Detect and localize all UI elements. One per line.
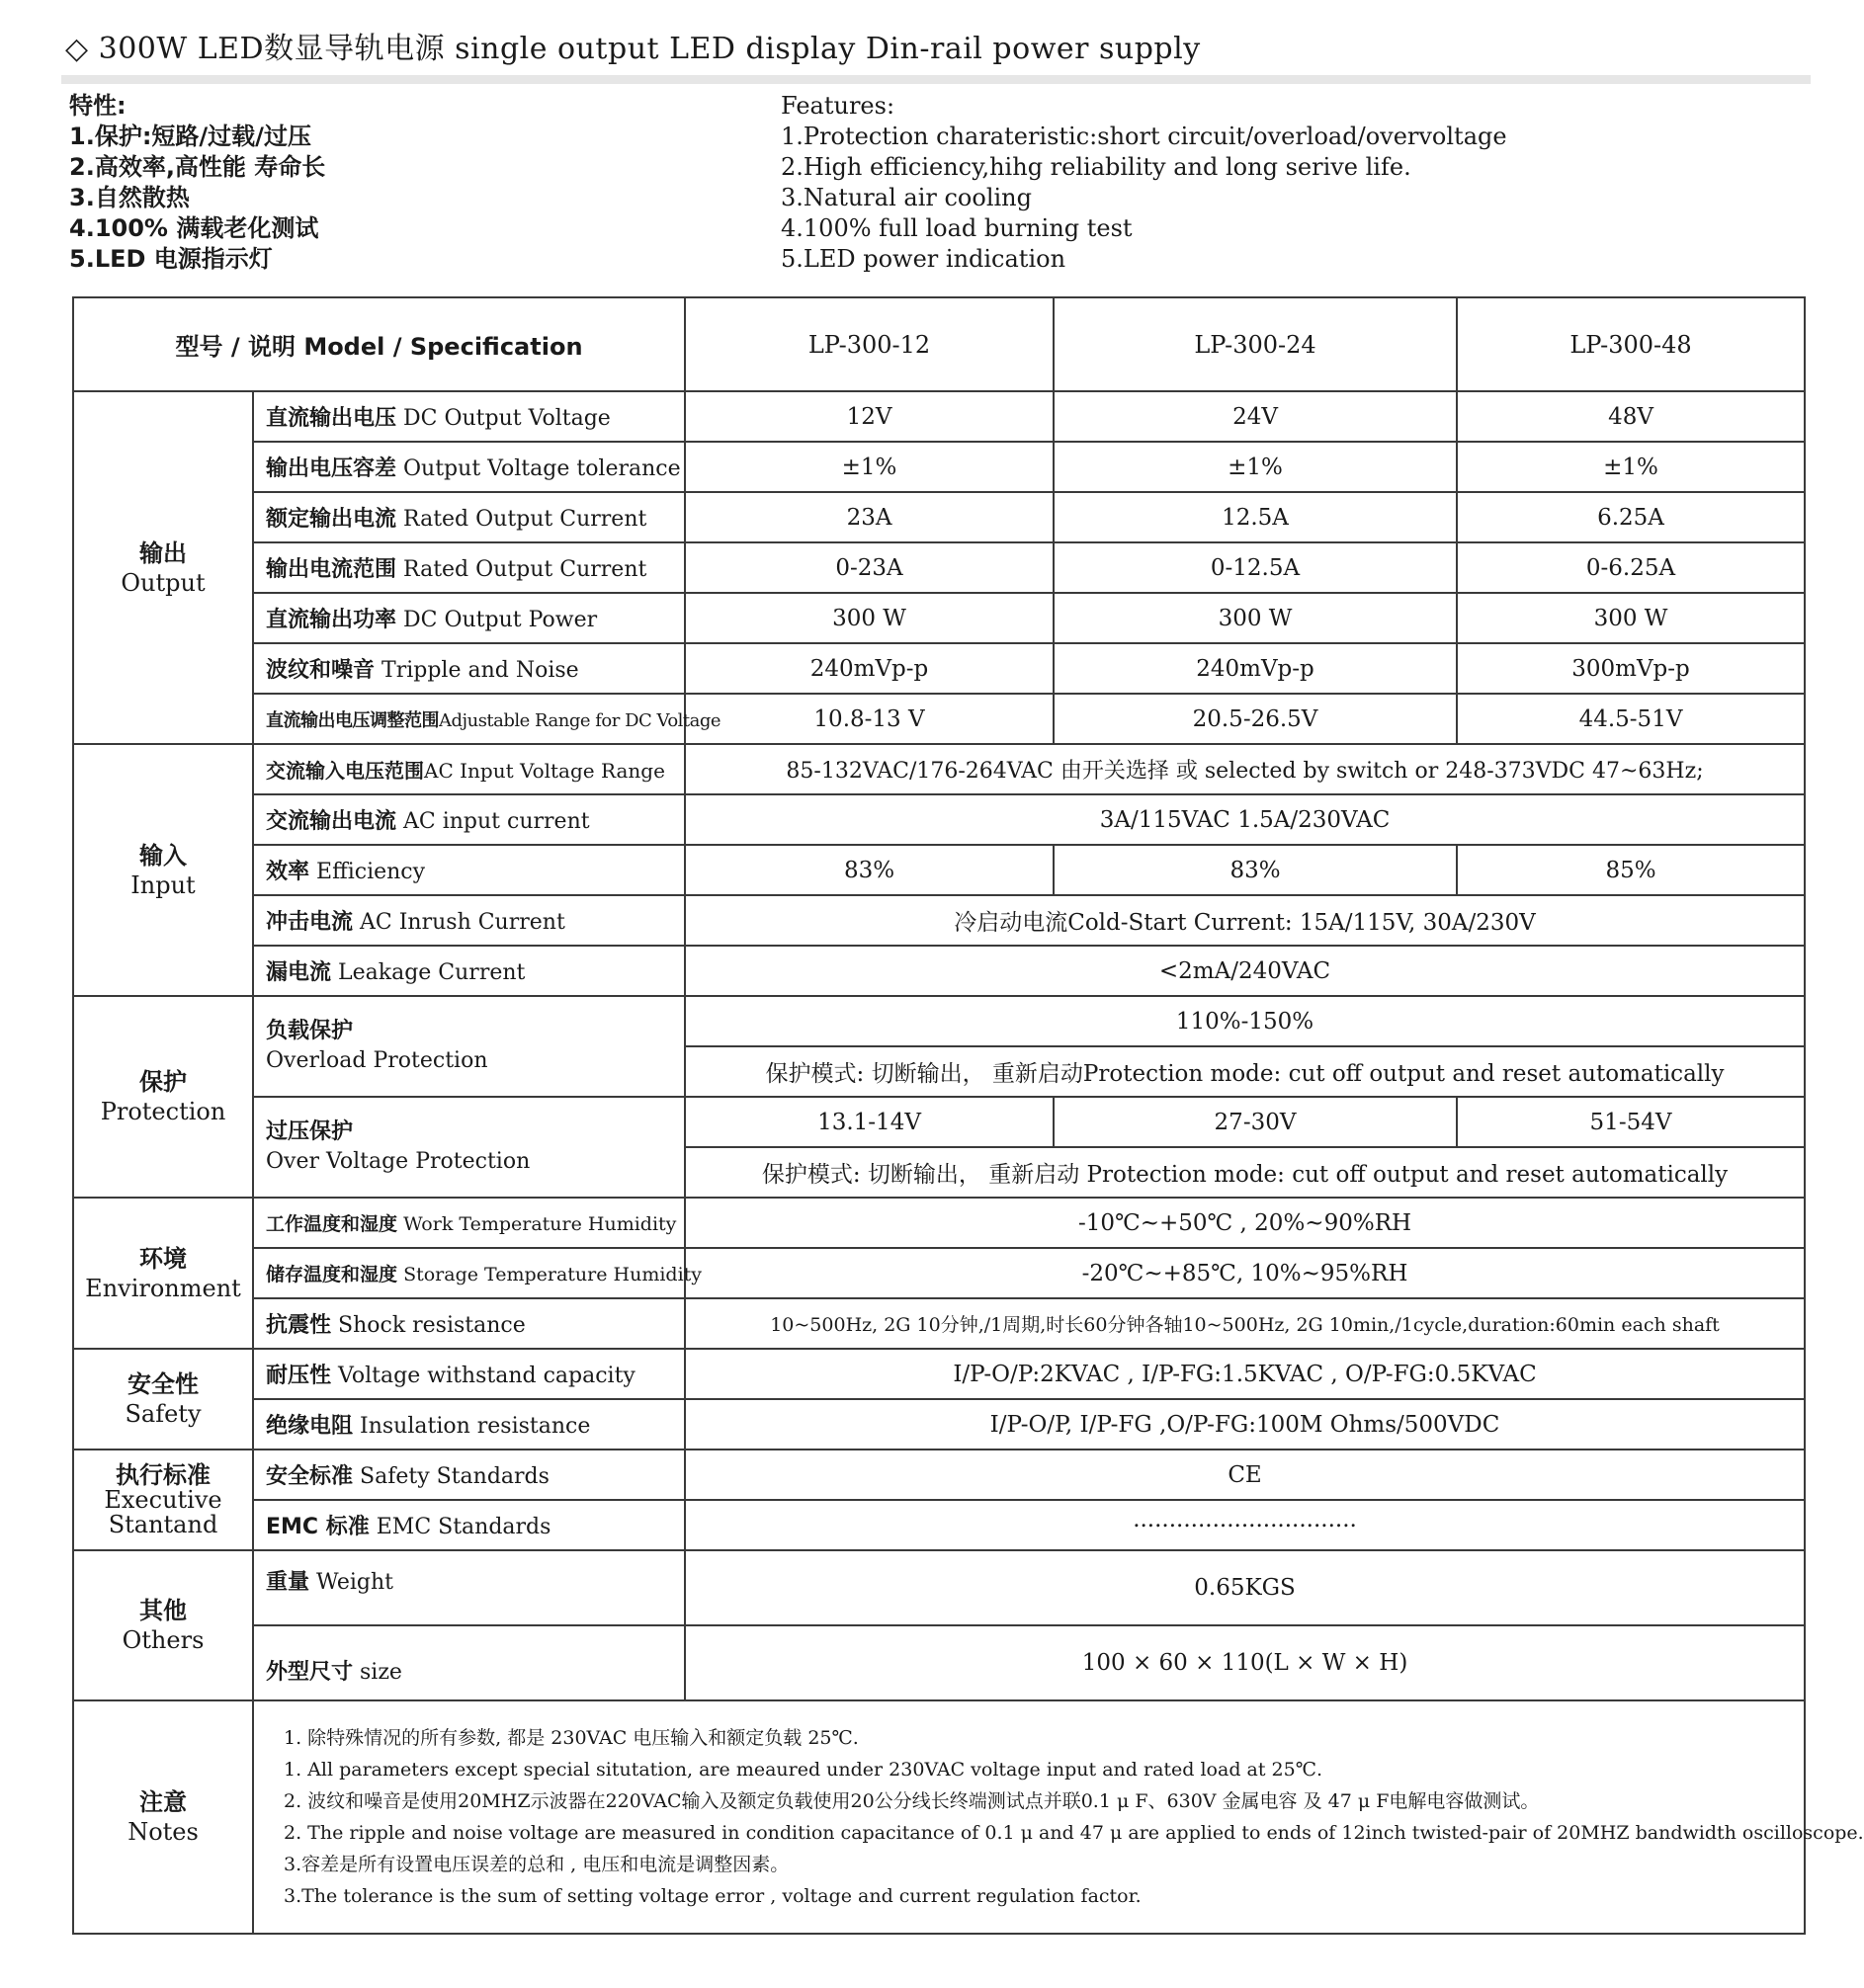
table-row: [73, 1399, 1805, 1450]
table-cell: 0-12.5A: [1054, 542, 1457, 593]
model-header: LP-300-12: [685, 297, 1054, 391]
table-row: [73, 744, 1805, 794]
table-cell: 85%: [1457, 845, 1805, 895]
category-safety: 安全性 Safety: [73, 1349, 253, 1450]
note-line: 3.容差是所有设置电压误差的总和 , 电压和电流是调整因素。: [284, 1854, 790, 1875]
spec-table: [72, 296, 1864, 1935]
table-cell: 300 W: [1054, 593, 1457, 643]
table-row: [73, 1700, 1805, 1934]
row-label: 交流输出电流 AC input current: [253, 794, 685, 845]
table-cell: 300mVp-p: [1457, 643, 1805, 694]
category-protection: 保护 Protection: [73, 996, 253, 1198]
category-output: 输出 Output: [73, 391, 253, 744]
row-label: 效率 Efficiency: [253, 845, 685, 895]
table-cell: 24V: [1054, 391, 1457, 442]
table-cell: 240mVp-p: [1054, 643, 1457, 694]
table-cell: 12V: [685, 391, 1054, 442]
table-cell: <2mA/240VAC: [685, 946, 1805, 996]
table-cell: 48V: [1457, 391, 1805, 442]
table-row: [73, 1500, 1805, 1550]
table-cell: 保护模式: 切断输出， 重新启动Protection mode: cut off output and reset automatically: [685, 1046, 1805, 1097]
table-cell: 100 × 60 × 110(L × W × H): [685, 1625, 1805, 1700]
features-en-line: 5.LED power indication: [781, 245, 1066, 273]
row-label: 安全标准 Safety Standards: [253, 1450, 685, 1500]
row-label: 储存温度和湿度 Storage Temperature Humidity: [253, 1248, 685, 1298]
table-row: [73, 1625, 1805, 1700]
table-row: [73, 694, 1805, 744]
table-cell: ...............................: [685, 1500, 1805, 1550]
table-row: [73, 1097, 1805, 1147]
table-cell: 83%: [1054, 845, 1457, 895]
table-cell: 12.5A: [1054, 492, 1457, 542]
table-cell: 保护模式: 切断输出， 重新启动 Protection mode: cut off output and reset automatically: [685, 1147, 1805, 1198]
row-label: 耐压性 Voltage withstand capacity: [253, 1349, 685, 1399]
row-label: 重量 Weight: [253, 1550, 685, 1625]
row-label: 外型尺寸 size: [253, 1625, 685, 1700]
table-cell: 83%: [685, 845, 1054, 895]
features-en-line: Features:: [781, 92, 895, 120]
table-row: [73, 845, 1805, 895]
row-label: 额定输出电流 Rated Output Current: [253, 492, 685, 542]
table-cell: 44.5-51V: [1457, 694, 1805, 744]
table-cell: 6.25A: [1457, 492, 1805, 542]
note-line: 2. 波纹和噪音是使用20MHZ示波器在220VAC输入及额定负载使用20公分线长终端测试点并联0.1 μ F、630V 金属电容 及 47 μ F电解电容做测试。: [284, 1790, 1540, 1812]
table-row: [73, 442, 1805, 492]
table-cell: 23A: [685, 492, 1054, 542]
features-en-line: 1.Protection charateristic:short circuit/overload/overvoltage: [781, 123, 1507, 150]
title-divider: [61, 75, 1811, 84]
row-label: EMC 标准 EMC Standards: [253, 1500, 685, 1550]
row-label: 直流输出功率 DC Output Power: [253, 593, 685, 643]
category-standards: 执行标准 Executive Stantand: [73, 1450, 253, 1550]
row-label: 抗震性 Shock resistance: [253, 1298, 685, 1349]
table-row: [73, 794, 1805, 845]
row-label: 工作温度和湿度 Work Temperature Humidity: [253, 1198, 685, 1248]
row-label: 负载保护 Overload Protection: [253, 996, 685, 1097]
model-header: LP-300-24: [1054, 297, 1457, 391]
features-cn-line: 5.LED 电源指示灯: [69, 245, 273, 273]
features-en-line: 2.High efficiency,hihg reliability and long serive life.: [781, 153, 1411, 181]
table-cell: 13.1-14V: [685, 1097, 1054, 1147]
table-cell: -10℃~+50℃ , 20%~90%RH: [685, 1198, 1805, 1248]
table-row: [73, 1550, 1805, 1625]
table-cell: 51-54V: [1457, 1097, 1805, 1147]
table-cell: 3A/115VAC 1.5A/230VAC: [685, 794, 1805, 845]
table-cell: 110%-150%: [685, 996, 1805, 1046]
table-cell: I/P-O/P, I/P-FG ,O/P-FG:100M Ohms/500VDC: [685, 1399, 1805, 1450]
row-label: 漏电流 Leakage Current: [253, 946, 685, 996]
table-row: [73, 1349, 1805, 1399]
row-label: 输出电压容差 Output Voltage tolerance: [253, 442, 685, 492]
table-row: [73, 946, 1805, 996]
table-header-row: [73, 297, 1805, 391]
row-label: 波纹和噪音 Tripple and Noise: [253, 643, 685, 694]
features-en-line: 4.100% full load burning test: [781, 214, 1133, 242]
table-row: [73, 895, 1805, 946]
category-notes: 注意 Notes: [73, 1700, 253, 1934]
features-cn-line: 1.保护:短路/过载/过压: [69, 123, 311, 150]
note-line: 2. The ripple and noise voltage are measured in condition capacitance of 0.1 μ and 47 μ are applied to ends of 12inch twisted-pair of 20MHZ bandwidth oscilloscope.: [284, 1822, 1864, 1844]
table-row: [73, 1298, 1805, 1349]
table-cell: 240mVp-p: [685, 643, 1054, 694]
table-cell: 0-23A: [685, 542, 1054, 593]
model-header: LP-300-48: [1457, 297, 1805, 391]
table-cell: I/P-O/P:2KVAC , I/P-FG:1.5KVAC , O/P-FG:0.5KVAC: [685, 1349, 1805, 1399]
table-cell: 300 W: [685, 593, 1054, 643]
table-row: [73, 593, 1805, 643]
note-line: 1. 除特殊情况的所有参数, 都是 230VAC 电压输入和额定负载 25℃.: [284, 1727, 859, 1749]
features-list-en: [781, 91, 1507, 275]
row-label: 冲击电流 AC Inrush Current: [253, 895, 685, 946]
features-cn-line: 3.自然散热: [69, 184, 190, 211]
note-line: 3.The tolerance is the sum of setting voltage error , voltage and current regulation factor.: [284, 1885, 1142, 1907]
table-row: [73, 1450, 1805, 1500]
table-cell: ±1%: [1054, 442, 1457, 492]
table-row: [73, 492, 1805, 542]
row-label: 直流输出电压调整范围Adjustable Range for DC Voltage: [253, 694, 685, 744]
table-cell: 10~500Hz, 2G 10分钟,/1周期,时长60分钟各轴10~500Hz, 2G 10min,/1cycle,duration:60min each shaft: [685, 1298, 1805, 1349]
features-list-cn: [69, 91, 325, 275]
category-environment: 环境 Environment: [73, 1198, 253, 1349]
features-en-line: 3.Natural air cooling: [781, 184, 1032, 211]
row-label: 交流输入电压范围AC Input Voltage Range: [253, 744, 685, 794]
note-line: 1. All parameters except special situtation, are meaured under 230VAC voltage input and rated load at 25℃.: [284, 1759, 1322, 1781]
table-row: [73, 391, 1805, 442]
table-cell: -20℃~+85℃, 10%~95%RH: [685, 1248, 1805, 1298]
table-cell: ±1%: [685, 442, 1054, 492]
table-cell: ±1%: [1457, 442, 1805, 492]
table-cell: CE: [685, 1450, 1805, 1500]
features-cn-line: 特性:: [69, 92, 127, 120]
features-cn-line: 4.100% 满载老化测试: [69, 214, 319, 242]
table-cell: 10.8-13 V: [685, 694, 1054, 744]
row-label: 绝缘电阻 Insulation resistance: [253, 1399, 685, 1450]
table-row: [73, 1198, 1805, 1248]
row-label: 输出电流范围 Rated Output Current: [253, 542, 685, 593]
table-row: [73, 542, 1805, 593]
table-cell: 0-6.25A: [1457, 542, 1805, 593]
row-label: 直流输出电压 DC Output Voltage: [253, 391, 685, 442]
category-input: 输入 Input: [73, 744, 253, 996]
notes-cell: [253, 1700, 1864, 1934]
table-cell: 27-30V: [1054, 1097, 1457, 1147]
features-cn-line: 2.高效率,高性能 寿命长: [69, 153, 326, 181]
table-row: [73, 996, 1805, 1046]
model-spec-header: 型号 / 说明 Model / Specification: [73, 297, 685, 391]
table-row: [73, 643, 1805, 694]
table-cell: 0.65KGS: [685, 1550, 1805, 1625]
table-row: [73, 1248, 1805, 1298]
table-cell: 85-132VAC/176-264VAC 由开关选择 或 selected by switch or 248-373VDC 47~63Hz;: [685, 744, 1805, 794]
table-cell: 300 W: [1457, 593, 1805, 643]
table-cell: 冷启动电流Cold-Start Current: 15A/115V, 30A/230V: [685, 895, 1805, 946]
category-others: 其他 Others: [73, 1550, 253, 1700]
row-label: 过压保护 Over Voltage Protection: [253, 1097, 685, 1198]
table-cell: 20.5-26.5V: [1054, 694, 1457, 744]
page-title: ◇ 300W LED数显导轨电源 single output LED display Din-rail power supply: [65, 32, 1201, 66]
